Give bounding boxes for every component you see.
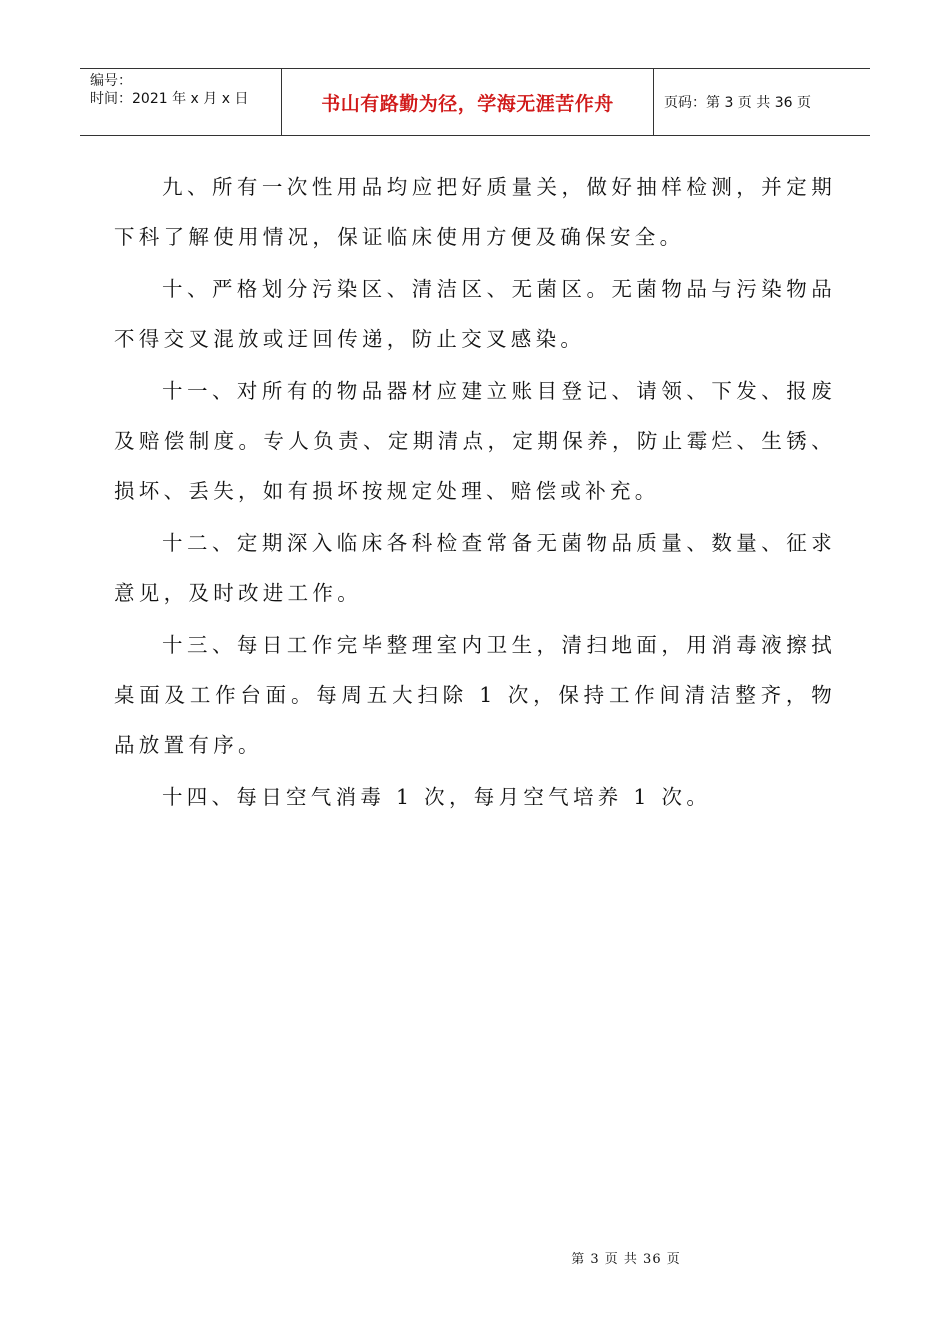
- header-motto-cell: [281, 69, 654, 135]
- header-page-cell: [654, 69, 870, 135]
- header-meta-cell: [80, 69, 281, 135]
- paragraph-item-9: 九、所有一次性用品均应把好质量关，做好抽样检测，并定期下科了解使用情况，保证临床使用方便及确保安全。: [114, 175, 836, 249]
- document-body: [114, 162, 836, 824]
- paragraph-item-14: 十四、每日空气消毒 1 次，每月空气培养 1 次。: [162, 785, 712, 809]
- header-motto: 书山有路勤为径，学海无涯苦作舟: [321, 92, 614, 115]
- paragraph-item-10: 十、严格划分污染区、清洁区、无菌区。无菌物品与污染物品不得交叉混放或迂回传递，防止交叉感染。: [114, 277, 836, 351]
- document-number-label: 编号：: [90, 73, 132, 89]
- document-date-label: 时间：2021 年 x 月 x 日: [90, 91, 249, 107]
- page-footer: [0, 1248, 950, 1267]
- paragraph-item-12: 十二、定期深入临床各科检查常备无菌物品质量、数量、征求意见，及时改进工作。: [114, 531, 836, 605]
- paragraph-item-11: 十一、对所有的物品器材应建立账目登记、请领、下发、报废及赔偿制度。专人负责、定期清点，定期保养，防止霉烂、生锈、损坏、丢失，如有损坏按规定处理、赔偿或补充。: [114, 379, 836, 503]
- footer-page-number: 第 3 页 共 36 页: [571, 1252, 681, 1267]
- header-page-info: 页码：第 3 页 共 36 页: [664, 95, 811, 111]
- document-header: [80, 68, 870, 136]
- paragraph-item-13: 十三、每日工作完毕整理室内卫生，清扫地面，用消毒液擦拭桌面及工作台面。每周五大扫除 1 次，保持工作间清洁整齐，物品放置有序。: [114, 633, 836, 757]
